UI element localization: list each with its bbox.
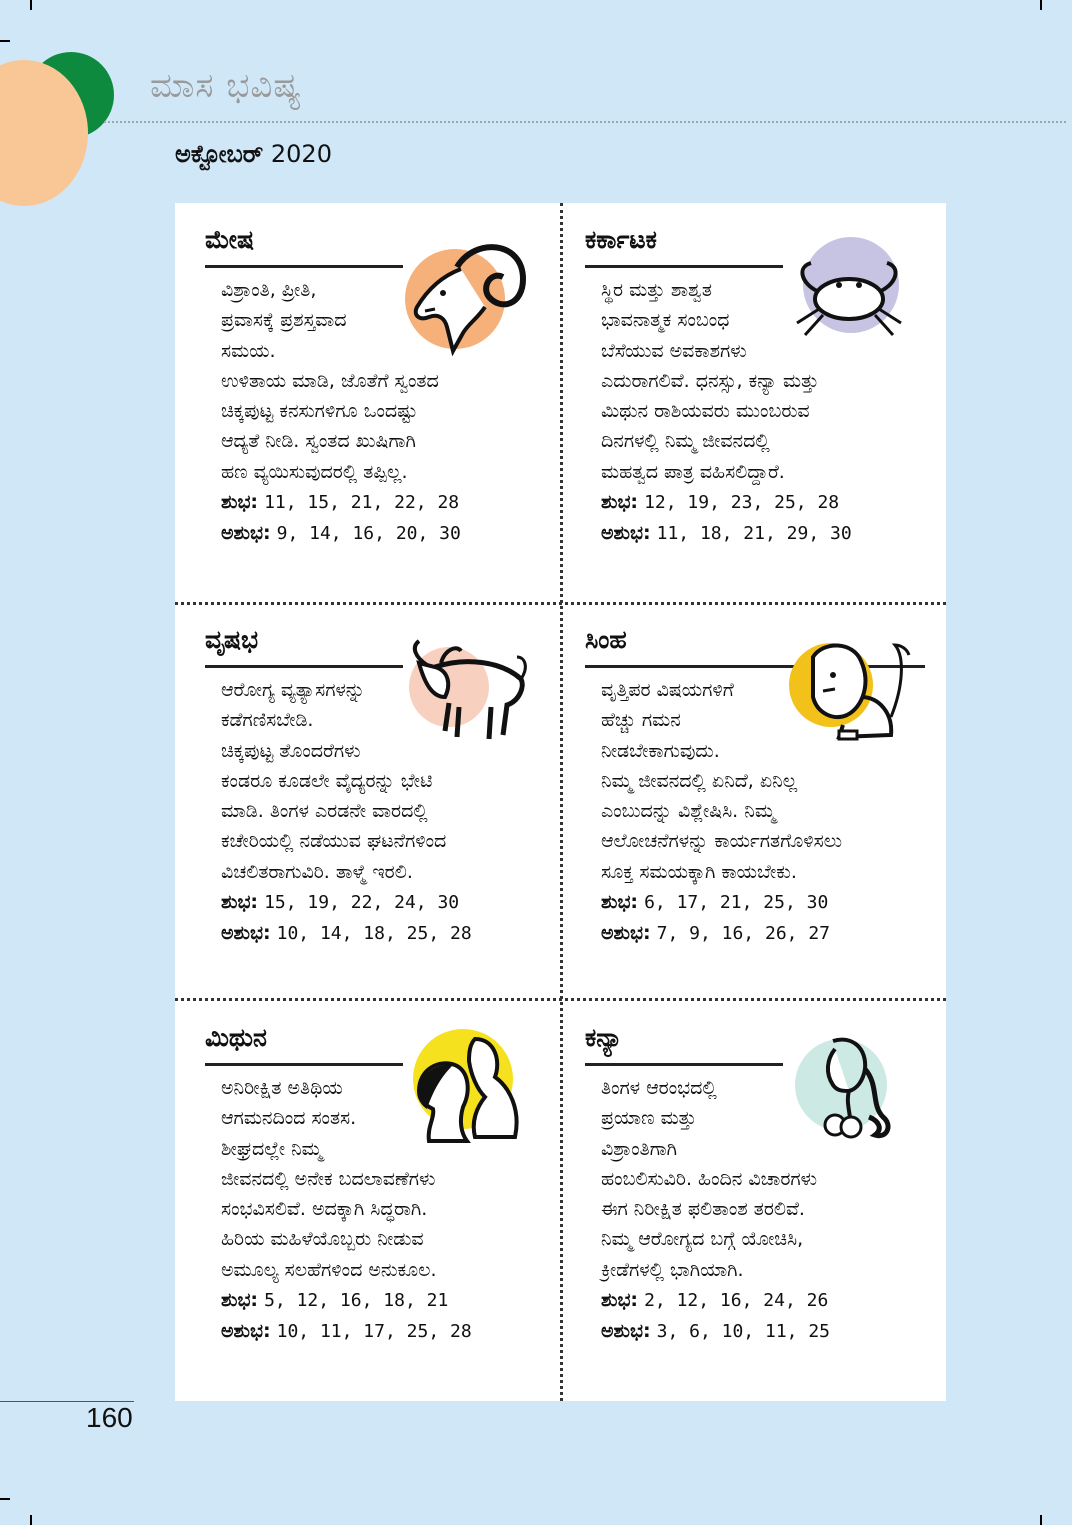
good-days-row xyxy=(221,887,541,918)
description-line: ಆರೋಗ್ಯ ವ್ಯತ್ಯಾಸಗಳನ್ನು xyxy=(221,679,365,701)
bad-days-row xyxy=(221,918,541,949)
crop-mark xyxy=(0,40,10,42)
sign-card-kanya xyxy=(561,1001,946,1400)
year: 2020 xyxy=(270,140,332,168)
bad-days-row xyxy=(601,518,921,549)
bad-days: 9, 14, 16, 20, 30 xyxy=(276,523,461,545)
sign-underline xyxy=(205,1063,403,1066)
description-line: ಸ್ಥಿರ ಮತ್ತು ಶಾಶ್ವತ xyxy=(601,279,712,301)
description-line: ವಿಶ್ರಾಂತಿ, ಪ್ರೀತಿ, xyxy=(221,279,317,301)
description-line: ಎದುರಾಗಲಿವೆ. ಧನಸ್ಸು, ಕನ್ಯಾ ಮತ್ತು xyxy=(601,369,819,392)
good-days-label: ಶುಭ: xyxy=(601,491,639,514)
sign-name: ಮೇಷ xyxy=(205,225,254,254)
sign-name: ಕನ್ಯಾ xyxy=(585,1023,623,1052)
bad-days: 3, 6, 10, 11, 25 xyxy=(656,1321,830,1343)
sign-description xyxy=(221,1073,541,1348)
description-line: ವಿಚಲಿತರಾಗುವಿರಿ. ತಾಳ್ಮೆ ಇರಲಿ. xyxy=(221,860,413,883)
good-days-label: ಶುಭ: xyxy=(601,891,639,914)
good-days-row xyxy=(601,887,921,918)
sign-description xyxy=(601,275,921,550)
description-line: ಮಹತ್ವದ ಪಾತ್ರ ವಹಿಸಲಿದ್ದಾರೆ. xyxy=(601,460,785,483)
sign-card-simha xyxy=(561,603,946,1002)
good-days-row xyxy=(601,487,921,518)
description-line: ಆದ್ಯತೆ ನೀಡಿ. ಸ್ವಂತದ ಖುಷಿಗಾಗಿ xyxy=(221,430,416,453)
good-days-label: ಶುಭ: xyxy=(221,491,259,514)
bad-days: 10, 11, 17, 25, 28 xyxy=(276,1321,472,1343)
description-line: ನೀಡಬೇಕಾಗುವುದು. xyxy=(601,739,720,762)
bad-days-row xyxy=(221,1316,541,1347)
bad-days: 10, 14, 18, 25, 28 xyxy=(276,923,472,945)
title-divider xyxy=(104,121,1066,123)
description-line: ಉಳಿತಾಯ ಮಾಡಿ, ಜೊತೆಗೆ ಸ್ವಂತದ xyxy=(221,369,439,392)
description-line: ಹಂಬಲಿಸುವಿರಿ. ಹಿಂದಿನ ವಿಚಾರಗಳು xyxy=(601,1167,818,1190)
description-line: ಹಿರಿಯ ಮಹಿಳೆಯೊಬ್ಬರು ನೀಡುವ xyxy=(221,1228,424,1251)
description-line: ವಿಶ್ರಾಂತಿಗಾಗಿ xyxy=(601,1137,678,1160)
description-line: ಹಣ ವ್ಯಯಿಸುವುದರಲ್ಲಿ ತಪ್ಪಿಲ್ಲ. xyxy=(221,460,408,483)
description-line: ಮಿಥುನ ರಾಶಿಯವರು ಮುಂಬರುವ xyxy=(601,400,810,423)
sign-underline xyxy=(205,665,403,668)
sign-underline xyxy=(585,1063,783,1066)
month-name: ಅಕ್ಟೋಬರ್ xyxy=(175,140,264,168)
sign-card-mesha xyxy=(175,203,560,602)
good-days-label: ಶುಭ: xyxy=(601,1289,639,1312)
description-line: ಕಡೆಗಣಿಸಬೇಡಿ. xyxy=(221,709,314,732)
good-days-row xyxy=(221,487,541,518)
description-line: ಶೀಘ್ರದಲ್ಲೇ ನಿಮ್ಮ xyxy=(221,1137,323,1160)
good-days-row xyxy=(601,1285,921,1316)
crop-mark xyxy=(30,1515,32,1525)
description-line: ಪ್ರವಾಸಕ್ಕೆ ಪ್ರಶಸ್ತವಾದ xyxy=(221,309,347,332)
bad-days: 11, 18, 21, 29, 30 xyxy=(656,523,852,545)
sign-underline xyxy=(205,265,403,268)
sign-description xyxy=(601,675,921,950)
description-line: ಅಮೂಲ್ಯ ಸಲಹೆಗಳಿಂದ ಅನುಕೂಲ. xyxy=(221,1258,437,1281)
good-days: 12, 19, 23, 25, 28 xyxy=(644,492,840,514)
crop-mark xyxy=(1040,0,1042,10)
horoscope-panel xyxy=(175,203,946,1401)
good-days: 2, 12, 16, 24, 26 xyxy=(644,1290,829,1312)
bad-days-label: ಅಶುಭ: xyxy=(221,522,271,545)
good-days-row xyxy=(221,1285,541,1316)
bad-days-label: ಅಶುಭ: xyxy=(601,922,651,945)
description-line: ಮಾಡಿ. ತಿಂಗಳ ಎರಡನೇ ವಾರದಲ್ಲಿ xyxy=(221,800,428,823)
description-line: ತಿಂಗಳ ಆರಂಭದಲ್ಲಿ xyxy=(601,1077,717,1099)
crop-mark xyxy=(1040,1515,1042,1525)
description-line: ಈಗ ನಿರೀಕ್ಷಿತ ಫಲಿತಾಂಶ ತರಲಿವೆ. xyxy=(601,1198,805,1221)
description-line: ಬೆಸೆಯುವ ಅವಕಾಶಗಳು xyxy=(601,339,747,362)
description-line: ದಿನಗಳಲ್ಲಿ ನಿಮ್ಮ ಜೀವನದಲ್ಲಿ xyxy=(601,430,770,453)
sign-description xyxy=(221,675,541,950)
page-number: 160 xyxy=(86,1402,133,1433)
description-line: ನಿಮ್ಮ ಜೀವನದಲ್ಲಿ ಏನಿದೆ, ಏನಿಲ್ಲ xyxy=(601,769,798,792)
description-line: ಚಿಕ್ಕಪುಟ್ಟ ತೊಂದರೆಗಳು xyxy=(221,739,361,762)
description-line: ಅನಿರೀಕ್ಷಿತ ಅತಿಥಿಯ xyxy=(221,1077,343,1099)
bad-days-label: ಅಶುಭ: xyxy=(221,1320,271,1343)
description-line: ಆಲೋಚನೆಗಳನ್ನು ಕಾರ್ಯಗತಗೊಳಿಸಲು xyxy=(601,830,843,853)
description-line: ವೃತ್ತಿಪರ ವಿಷಯಗಳಿಗೆ xyxy=(601,679,734,701)
description-line: ಚಿಕ್ಕಪುಟ್ಟ ಕನಸುಗಳಿಗೂ ಒಂದಷ್ಟು xyxy=(221,400,418,423)
sign-description xyxy=(221,275,541,550)
description-line: ಕಚೇರಿಯಲ್ಲಿ ನಡೆಯುವ ಘಟನೆಗಳಿಂದ xyxy=(221,830,447,853)
sign-underline xyxy=(585,265,783,268)
good-days: 15, 19, 22, 24, 30 xyxy=(264,892,460,914)
bad-days-row xyxy=(601,918,921,949)
bad-days-label: ಅಶುಭ: xyxy=(601,522,651,545)
description-line: ಪ್ರಯಾಣ ಮತ್ತು xyxy=(601,1107,697,1130)
description-line: ಸಮಯ. xyxy=(221,339,276,362)
bad-days-label: ಅಶುಭ: xyxy=(601,1320,651,1343)
bad-days-row xyxy=(601,1316,921,1347)
good-days: 6, 17, 21, 25, 30 xyxy=(644,892,829,914)
description-line: ಭಾವನಾತ್ಮಕ ಸಂಬಂಧ xyxy=(601,309,730,332)
sign-name: ವೃಷಭ xyxy=(205,625,259,654)
description-line: ಸೂಕ್ತ ಸಮಯಕ್ಕಾಗಿ ಕಾಯಬೇಕು. xyxy=(601,860,797,883)
description-line: ಆಗಮನದಿಂದ ಸಂತಸ. xyxy=(221,1107,357,1130)
sign-card-karkataka xyxy=(561,203,946,602)
bad-days-label: ಅಶುಭ: xyxy=(221,922,271,945)
bad-days-row xyxy=(221,518,541,549)
good-days-label: ಶುಭ: xyxy=(221,1289,259,1312)
good-days: 11, 15, 21, 22, 28 xyxy=(264,492,460,514)
description-line: ನಿಮ್ಮ ಆರೋಗ್ಯದ ಬಗ್ಗೆ ಯೋಚಿಸಿ, xyxy=(601,1228,804,1251)
description-line: ಜೀವನದಲ್ಲಿ ಅನೇಕ ಬದಲಾವಣೆಗಳು xyxy=(221,1167,436,1190)
crop-mark xyxy=(0,1498,10,1500)
description-line: ಹೆಚ್ಚು ಗಮನ xyxy=(601,709,681,732)
bad-days: 7, 9, 16, 26, 27 xyxy=(656,923,830,945)
sign-card-mithuna xyxy=(175,1001,560,1400)
section-title: ಮಾಸ ಭವಿಷ್ಯ xyxy=(150,66,303,106)
sign-name: ಕರ್ಕಾಟಕ xyxy=(585,225,657,254)
month-heading xyxy=(175,140,332,168)
description-line: ಕಂಡರೂ ಕೂಡಲೇ ವೈದ್ಯರನ್ನು ಭೇಟಿ xyxy=(221,769,433,792)
description-line: ಕ್ರೀಡೆಗಳಲ್ಲಿ ಭಾಗಿಯಾಗಿ. xyxy=(601,1258,744,1281)
good-days-label: ಶುಭ: xyxy=(221,891,259,914)
description-line: ಎಂಬುದನ್ನು ವಿಶ್ಲೇಷಿಸಿ. ನಿಮ್ಮ xyxy=(601,800,776,823)
description-line: ಸಂಭವಿಸಲಿವೆ. ಅದಕ್ಕಾಗಿ ಸಿದ್ಧರಾಗಿ. xyxy=(221,1198,428,1221)
good-days: 5, 12, 16, 18, 21 xyxy=(264,1290,449,1312)
sign-card-vrushabha xyxy=(175,603,560,1002)
sign-name: ಸಿಂಹ xyxy=(585,625,627,654)
crop-mark xyxy=(30,0,32,10)
sign-name: ಮಿಥುನ xyxy=(205,1023,267,1052)
sign-description xyxy=(601,1073,921,1348)
